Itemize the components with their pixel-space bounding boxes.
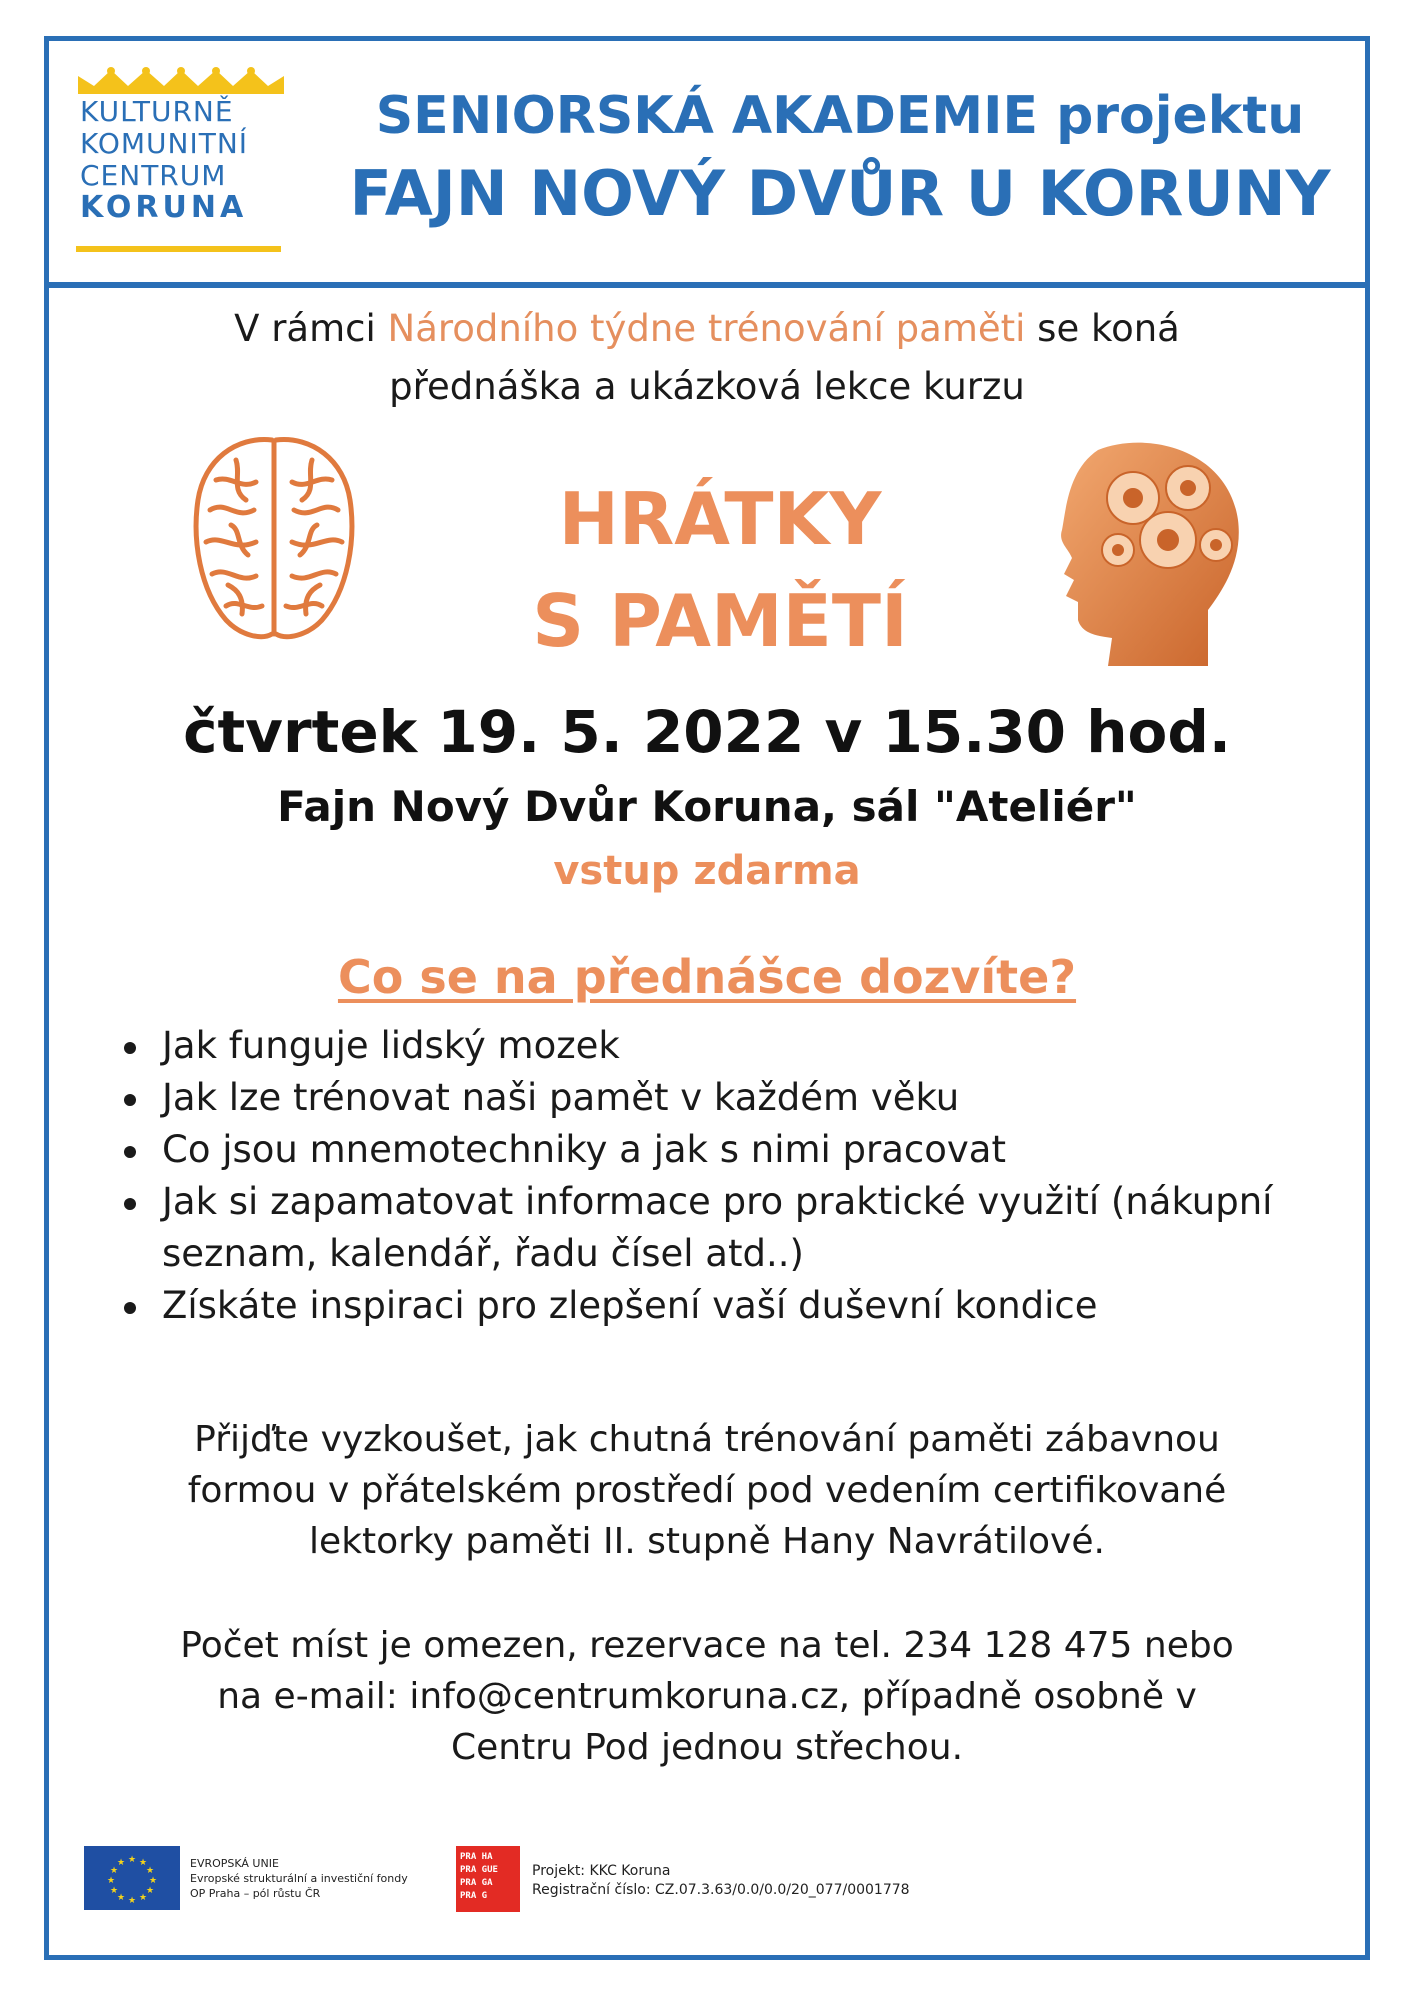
title-line-2: FAJN NOVÝ DVŮR U KORUNY — [349, 157, 1331, 230]
brain-icon — [186, 430, 362, 646]
crown-icon — [76, 66, 286, 96]
svg-text:★: ★ — [116, 1858, 126, 1868]
gear-head-icon — [1038, 430, 1248, 670]
svg-text:★: ★ — [127, 1855, 137, 1865]
logo-underline — [76, 246, 281, 252]
bullet-icon — [124, 1146, 136, 1158]
logo-line: KULTURNĚ — [80, 95, 234, 128]
project-text: Projekt: KKC Koruna Registrační číslo: CZ.07.3.63/0.0/0.0/20_077/0001778 — [532, 1863, 910, 1898]
event-title-line-1: HRÁTKY — [558, 477, 882, 561]
list-item: Jak lze trénovat naši pamět v každém věku — [118, 1072, 1338, 1124]
svg-text:★: ★ — [138, 1893, 148, 1903]
event-title-line-2: S PAMĚTÍ — [532, 579, 908, 663]
eu-flag-icon — [84, 1846, 180, 1910]
svg-text:★: ★ — [116, 1893, 126, 1903]
logo-line: CENTRUM — [80, 159, 227, 192]
intro-line-2: přednáška a ukázková lekce kurzu — [389, 365, 1025, 408]
eu-text: EVROPSKÁ UNIE Evropské strukturální a investiční fondy OP Praha – pól růstu ČR — [190, 1857, 408, 1900]
footer — [84, 1846, 1284, 1916]
intro-prefix: V rámci — [234, 307, 388, 350]
svg-text:★: ★ — [127, 1896, 137, 1906]
svg-text:★: ★ — [148, 1876, 158, 1886]
bullet-icon — [124, 1302, 136, 1314]
topic-list — [118, 1020, 1338, 1332]
list-item: Co jsou mnemotechniky a jak s nimi pracovat — [118, 1124, 1338, 1176]
svg-text:★: ★ — [106, 1876, 116, 1886]
event-datetime: čtvrtek 19. 5. 2022 v 15.30 hod. — [183, 698, 1231, 766]
kkc-koruna-logo — [76, 66, 284, 262]
svg-text:★: ★ — [109, 1866, 119, 1876]
invite-line: lektorky paměti II. stupně Hany Navrátilové. — [309, 1521, 1105, 1562]
page-title — [320, 80, 1360, 236]
intro-text — [90, 300, 1324, 416]
bullet-icon — [124, 1094, 136, 1106]
svg-text:★: ★ — [138, 1858, 148, 1868]
contact-line: Počet míst je omezen, rezervace na tel. 234 128 475 nebo — [180, 1625, 1234, 1666]
section-heading: Co se na přednášce dozvíte? — [337, 950, 1077, 1004]
event-admission: vstup zdarma — [553, 848, 861, 894]
contact-line: na e-mail: info@centrumkoruna.cz, případně osobně v — [217, 1676, 1197, 1717]
event-title — [470, 468, 970, 672]
event-venue: Fajn Nový Dvůr Koruna, sál "Ateliér" — [277, 782, 1137, 831]
invite-line: formou v přátelském prostředí pod vedením certifikované — [187, 1470, 1227, 1511]
invite-paragraph — [90, 1414, 1324, 1567]
svg-text:★: ★ — [145, 1866, 155, 1876]
contact-line: Centru Pod jednou střechou. — [450, 1727, 964, 1768]
svg-text:★: ★ — [109, 1886, 119, 1896]
intro-suffix: se koná — [1025, 307, 1180, 350]
invite-line: Přijďte vyzkoušet, jak chutná trénování paměti zábavnou — [194, 1419, 1220, 1460]
praha-logo: PRA HA PRA GUE PRA GA PRA G — [456, 1846, 520, 1912]
bullet-icon — [124, 1198, 136, 1210]
logo-line: KORUNA — [80, 190, 248, 225]
bullet-icon — [124, 1042, 136, 1054]
list-item: Získáte inspiraci pro zlepšení vaší duševní kondice — [118, 1280, 1338, 1332]
intro-highlight: Národního týdne trénování paměti — [387, 307, 1026, 350]
logo-line: KOMUNITNÍ — [80, 127, 249, 160]
contact-paragraph — [90, 1620, 1324, 1773]
svg-text:★: ★ — [145, 1886, 155, 1896]
list-item: Jak funguje lidský mozek — [118, 1020, 1338, 1072]
title-line-1: SENIORSKÁ AKADEMIE projektu — [375, 86, 1305, 146]
list-item: Jak si zapamatovat informace pro praktické využití (nákupní seznam, kalendář, řadu čísel atd..) — [118, 1176, 1338, 1280]
